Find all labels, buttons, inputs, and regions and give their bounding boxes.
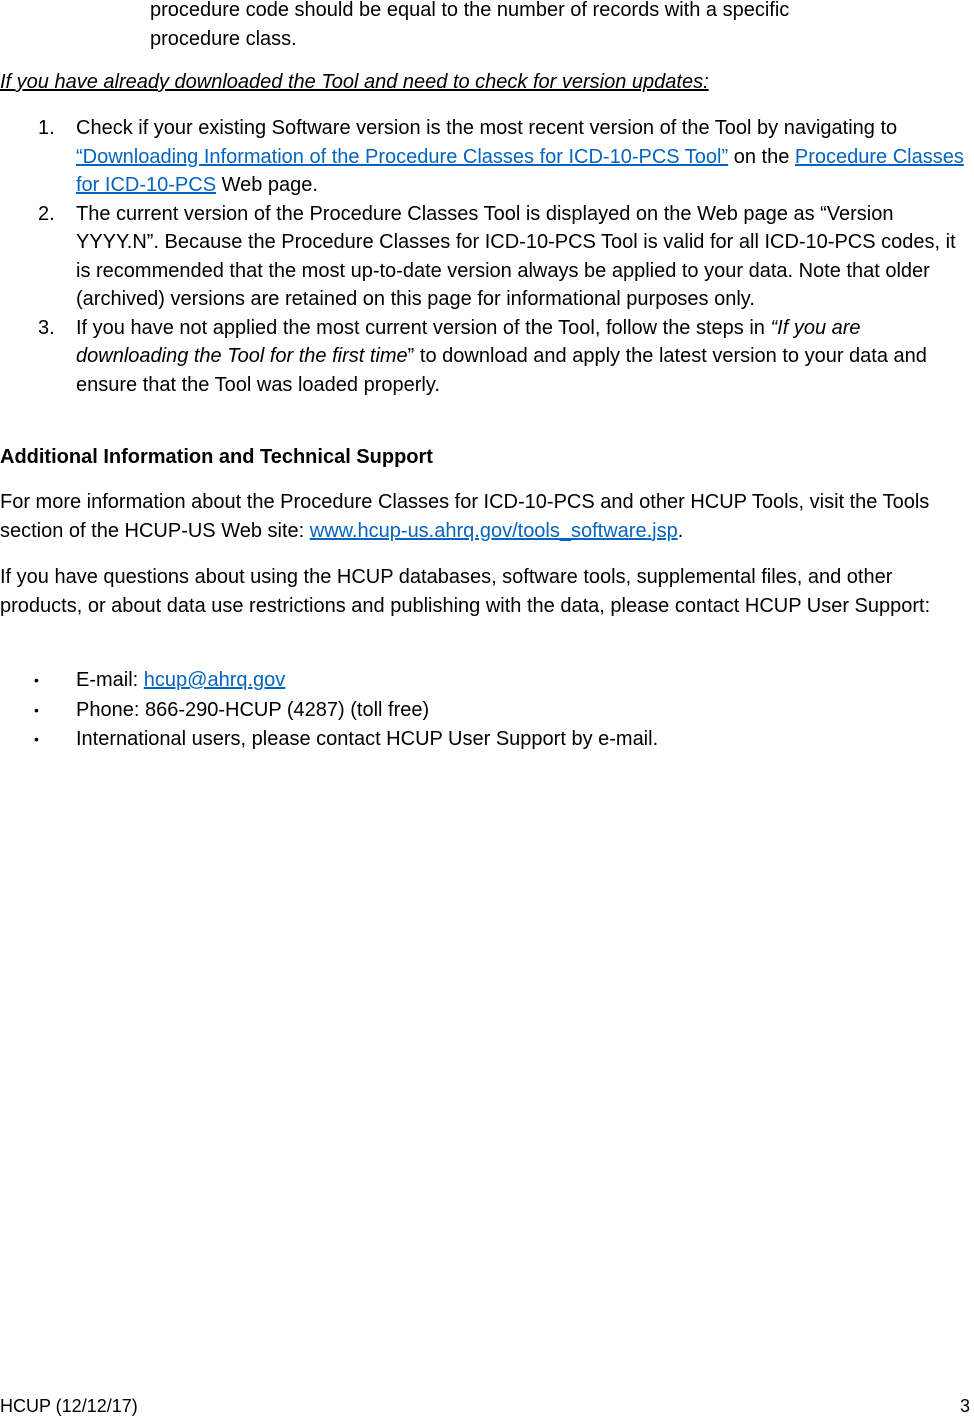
step-item [0, 114, 972, 200]
step-number: 2. [38, 202, 55, 225]
more-information-paragraph [0, 488, 974, 545]
tools-software-link[interactable]: www.hcup-us.ahrq.gov/tools_software.jsp [309, 519, 678, 542]
downloading-information-link[interactable]: “Downloading Information of the Procedure Classes for ICD-10-PCS Tool” [76, 145, 729, 168]
step-text: The current version of the Procedure Classes Tool is displayed on the Web page as “Version YYYY.N”. Because the Procedure Classes for ICD-10-PCS Tool is valid for all ICD-10-PCS codes, it is recommended that the most up-to-date version always be applied to your data. Note that older (archived) versions are retained on this page for informational purposes only. [76, 202, 956, 310]
bullet-icon: • [34, 731, 39, 747]
step-item [0, 314, 972, 400]
procedure-classes-page-link[interactable]: Procedure Classes for ICD-10-PCS [76, 145, 964, 196]
contact-list [0, 666, 658, 755]
version-update-heading: If you have already downloaded the Tool and need to check for version updates: [0, 71, 709, 93]
step-italic-reference: “If you are downloading the Tool for the first time [76, 316, 861, 367]
bullet-icon: • [34, 672, 39, 688]
step-text: ” to download and apply the latest version to your data and ensure that the Tool was loaded properly. [76, 345, 927, 396]
email-label: E-mail: [76, 669, 144, 691]
bullet-icon: • [34, 701, 39, 718]
questions-paragraph: If you have questions about using the HCUP databases, software tools, supplemental files, and other products, or about data use restrictions and publishing with the data, please contact HCUP User Support: [0, 566, 931, 617]
contact-international-item [0, 725, 658, 755]
step-text: Web page. [216, 174, 318, 196]
continuation-line-1: procedure code should be equal to the number of records with a specific [150, 0, 790, 21]
step-item [0, 200, 972, 314]
phone-text: Phone: 866-290-HCUP (4287) (toll free) [76, 698, 430, 721]
email-link[interactable]: hcup@ahrq.gov [143, 669, 286, 691]
step-text: Check if your existing Software version is the most recent version of the Tool by navigating to [76, 117, 898, 139]
continuation-line-2: procedure class. [150, 27, 297, 50]
international-text: International users, please contact HCUP User Support by e-mail. [76, 728, 659, 750]
step-number: 1. [38, 117, 55, 139]
step-text: on the [728, 145, 795, 168]
contact-phone-item [0, 696, 658, 726]
step-text: If you have not applied the most current version of the Tool, follow the steps in [76, 316, 771, 339]
step-number: 3. [38, 316, 55, 339]
footer-date: HCUP (12/12/17) [0, 1396, 138, 1416]
continuation-paragraph [150, 0, 950, 53]
update-steps-list [0, 114, 972, 399]
contact-email-item [0, 666, 658, 696]
page-number: 3 [959, 1396, 970, 1416]
info-text: For more information about the Procedure Classes for ICD-10-PCS and other HCUP Tools, visit the Tools section of the HCUP-US Web site: [0, 491, 930, 542]
info-text-end: . [677, 519, 684, 542]
section-heading: Additional Information and Technical Support [0, 446, 433, 468]
